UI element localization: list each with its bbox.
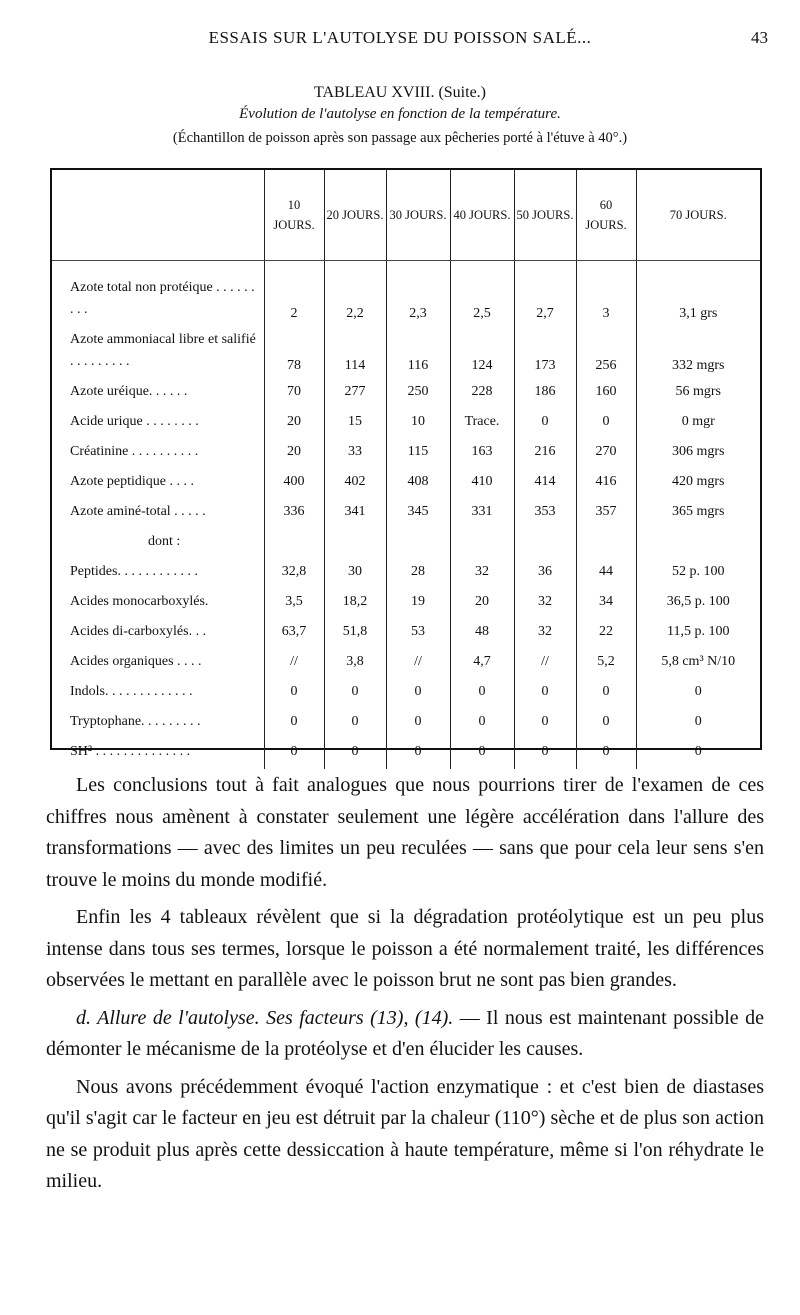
paragraph-text: — Il nous est maintenant possible de démonter le mécanisme de la protéolyse et d'en élucider les causes. bbox=[46, 1006, 764, 1060]
table-cell: 2,5 bbox=[450, 261, 514, 328]
row-label: Créatinine . . . . . . . . . . bbox=[70, 444, 199, 459]
table-cell: 0 bbox=[514, 739, 576, 769]
table-cell: 0 bbox=[514, 409, 576, 439]
table-cell: 163 bbox=[450, 439, 514, 469]
table-header-blank bbox=[52, 170, 264, 261]
column-header: 10 JOURS. bbox=[264, 170, 324, 261]
table-cell bbox=[264, 529, 324, 559]
table-cell bbox=[450, 529, 514, 559]
table-row bbox=[52, 649, 760, 679]
table-cell: 0 bbox=[386, 679, 450, 709]
table-cell: 18,2 bbox=[324, 589, 386, 619]
column-header: 30 JOURS. bbox=[386, 170, 450, 261]
table-body bbox=[52, 261, 760, 770]
table-cell: 0 bbox=[324, 709, 386, 739]
table-note: (Échantillon de poisson après son passage aux pêcheries porté à l'étuve à 40°.) bbox=[172, 130, 628, 146]
table-cell: 0 bbox=[264, 739, 324, 769]
table-cell: 78 bbox=[264, 327, 324, 379]
table-cell: 0 bbox=[324, 739, 386, 769]
table-cell: 357 bbox=[576, 499, 636, 529]
table-cell: 414 bbox=[514, 469, 576, 499]
table-cell bbox=[514, 529, 576, 559]
row-label: Azote peptidique . . . . bbox=[70, 474, 195, 489]
table-cell: // bbox=[514, 649, 576, 679]
table-cell: 3,5 bbox=[264, 589, 324, 619]
table-cell: 0 bbox=[264, 679, 324, 709]
column-header: 20 JOURS. bbox=[324, 170, 386, 261]
table-cell: 2 bbox=[264, 261, 324, 328]
column-header: 70 JOURS. bbox=[636, 170, 760, 261]
table-cell: 0 bbox=[264, 709, 324, 739]
table-cell bbox=[576, 529, 636, 559]
row-label: Acide urique . . . . . . . . bbox=[70, 414, 199, 429]
table-cell: 5,8 cm³ N/10 bbox=[636, 649, 760, 679]
table-cell: 52 p. 100 bbox=[636, 559, 760, 589]
data-table bbox=[52, 170, 760, 769]
table-cell: 114 bbox=[324, 327, 386, 379]
table-cell: 277 bbox=[324, 379, 386, 409]
row-label: Acides monocarboxylés. bbox=[70, 594, 209, 609]
table-row bbox=[52, 439, 760, 469]
page-number: 43 bbox=[751, 28, 768, 47]
table-cell: 70 bbox=[264, 379, 324, 409]
table-cell: // bbox=[264, 649, 324, 679]
table-cell: 0 bbox=[450, 679, 514, 709]
data-table-frame bbox=[50, 168, 762, 759]
table-cell: 2,7 bbox=[514, 261, 576, 328]
table-cell bbox=[636, 529, 760, 559]
row-label: Acides di-carboxylés. . . bbox=[70, 624, 207, 639]
table-header-row bbox=[52, 170, 760, 261]
running-head bbox=[0, 28, 800, 58]
table-cell: 0 bbox=[450, 709, 514, 739]
table-cell bbox=[324, 529, 386, 559]
table-cell: 3 bbox=[576, 261, 636, 328]
column-header: 40 JOURS. bbox=[450, 170, 514, 261]
table-cell: 4,7 bbox=[450, 649, 514, 679]
paragraph: Enfin les 4 tableaux révèlent que si la dégradation protéolytique est un peu plus intense dans tous ses termes, lorsque le poisson a été normalement traité, les différences observées le mettant en parallèle avec le poisson brut ne sont pas bien grandes. bbox=[46, 906, 764, 991]
table-cell: 44 bbox=[576, 559, 636, 589]
table-cell: 48 bbox=[450, 619, 514, 649]
running-title: ESSAIS SUR L'AUTOLYSE DU POISSON SALÉ... bbox=[208, 28, 592, 47]
row-label: Azote aminé-total . . . . . bbox=[70, 504, 206, 519]
table-cell: 0 bbox=[386, 709, 450, 739]
table-cell: 402 bbox=[324, 469, 386, 499]
table-cell: 36 bbox=[514, 559, 576, 589]
section-heading: d. Allure de l'autolyse. Ses facteurs (13), (14). bbox=[76, 1006, 454, 1029]
table-cell: 15 bbox=[324, 409, 386, 439]
table-cell: 0 bbox=[324, 679, 386, 709]
column-header: 60 JOURS. bbox=[576, 170, 636, 261]
table-cell: 28 bbox=[386, 559, 450, 589]
table-row bbox=[52, 739, 760, 769]
table-row bbox=[52, 709, 760, 739]
table-cell: 32 bbox=[514, 619, 576, 649]
table-cell: 3,8 bbox=[324, 649, 386, 679]
row-label: Azote ammoniacal libre et salifié . . . . . . . . . bbox=[70, 332, 256, 369]
table-cell: 332 mgrs bbox=[636, 327, 760, 379]
row-label: SH² . . . . . . . . . . . . . . bbox=[70, 744, 191, 759]
table-cell: 341 bbox=[324, 499, 386, 529]
paragraph: Les conclusions tout à fait analogues que nous pourrions tirer de l'examen de ces chiffres nous amènent à constater seulement une légère accélération dans l'allure des transformations — avec des limites un peu reculées — sans que pour cela leur sens s'en trouve le moins du monde modifié. bbox=[46, 774, 764, 891]
table-subtitle: Évolution de l'autolyse en fonction de la température. bbox=[239, 106, 561, 122]
table-cell: 10 bbox=[386, 409, 450, 439]
table-cell: 30 bbox=[324, 559, 386, 589]
row-label: Acides organiques . . . . bbox=[70, 654, 202, 669]
table-row bbox=[52, 619, 760, 649]
table-cell: 3,1 grs bbox=[636, 261, 760, 328]
table-row bbox=[52, 261, 760, 328]
table-cell: 256 bbox=[576, 327, 636, 379]
table-cell: 228 bbox=[450, 379, 514, 409]
table-cell: 36,5 p. 100 bbox=[636, 589, 760, 619]
table-cell: 0 bbox=[576, 409, 636, 439]
table-cell: 345 bbox=[386, 499, 450, 529]
table-cell: 63,7 bbox=[264, 619, 324, 649]
table-cell: 22 bbox=[576, 619, 636, 649]
row-label: Azote total non protéique . . . . . . . . . bbox=[70, 280, 255, 317]
table-cell: 56 mgrs bbox=[636, 379, 760, 409]
table-cell: 51,8 bbox=[324, 619, 386, 649]
table-cell: 216 bbox=[514, 439, 576, 469]
table-cell: 365 mgrs bbox=[636, 499, 760, 529]
table-cell: 32,8 bbox=[264, 559, 324, 589]
table-cell: 270 bbox=[576, 439, 636, 469]
table-cell: 408 bbox=[386, 469, 450, 499]
table-row bbox=[52, 499, 760, 529]
table-cell: 32 bbox=[450, 559, 514, 589]
row-label: Peptides. . . . . . . . . . . . bbox=[70, 564, 198, 579]
table-cell: 336 bbox=[264, 499, 324, 529]
table-cell: 160 bbox=[576, 379, 636, 409]
table-cell: 420 mgrs bbox=[636, 469, 760, 499]
table-cell: 0 bbox=[636, 709, 760, 739]
row-label: dont : bbox=[148, 534, 181, 549]
table-cell: 0 bbox=[636, 739, 760, 769]
table-cell bbox=[386, 529, 450, 559]
table-cell: 0 bbox=[576, 739, 636, 769]
row-label: Tryptophane. . . . . . . . . bbox=[70, 714, 201, 729]
table-cell: 2,3 bbox=[386, 261, 450, 328]
table-caption: TABLEAU XVIII. (Suite.) bbox=[313, 84, 486, 101]
paragraph bbox=[46, 1003, 764, 1066]
table-cell: 0 mgr bbox=[636, 409, 760, 439]
table-cell: 0 bbox=[450, 739, 514, 769]
table-cell: 0 bbox=[576, 709, 636, 739]
table-cell: 0 bbox=[514, 679, 576, 709]
table-row bbox=[52, 409, 760, 439]
table-cell: 173 bbox=[514, 327, 576, 379]
table-cell: 19 bbox=[386, 589, 450, 619]
table-row bbox=[52, 327, 760, 379]
table-cell: 20 bbox=[264, 409, 324, 439]
table-cell: 416 bbox=[576, 469, 636, 499]
table-cell: 34 bbox=[576, 589, 636, 619]
table-cell: 0 bbox=[576, 679, 636, 709]
table-cell: Trace. bbox=[450, 409, 514, 439]
table-cell: 5,2 bbox=[576, 649, 636, 679]
table-row bbox=[52, 469, 760, 499]
row-label: Indols. . . . . . . . . . . . . bbox=[70, 684, 193, 699]
table-cell: 116 bbox=[386, 327, 450, 379]
table-cell: 0 bbox=[386, 739, 450, 769]
table-cell: 115 bbox=[386, 439, 450, 469]
table-cell: 0 bbox=[636, 679, 760, 709]
table-cell: 410 bbox=[450, 469, 514, 499]
table-cell: 11,5 p. 100 bbox=[636, 619, 760, 649]
table-row bbox=[52, 559, 760, 589]
table-row bbox=[52, 529, 760, 559]
table-row bbox=[52, 589, 760, 619]
table-cell: 353 bbox=[514, 499, 576, 529]
paragraph: Nous avons précédemment évoqué l'action enzymatique : et c'est bien de diastases qu'il s'agit car le facteur en jeu est détruit par la chaleur (110°) sèche et de plus son action ne se produit plus après cette dessiccation à haute température, même si l'on réhydrate le milieu. bbox=[46, 1075, 764, 1192]
table-cell: 20 bbox=[450, 589, 514, 619]
table-row bbox=[52, 679, 760, 709]
table-cell: 53 bbox=[386, 619, 450, 649]
table-cell: 20 bbox=[264, 439, 324, 469]
table-cell: 124 bbox=[450, 327, 514, 379]
table-row bbox=[52, 379, 760, 409]
table-cell: 2,2 bbox=[324, 261, 386, 328]
table-cell: 186 bbox=[514, 379, 576, 409]
body-text bbox=[46, 770, 764, 1198]
column-header: 50 JOURS. bbox=[514, 170, 576, 261]
table-cell: 33 bbox=[324, 439, 386, 469]
table-cell: 306 mgrs bbox=[636, 439, 760, 469]
table-cell: 331 bbox=[450, 499, 514, 529]
table-cell: 250 bbox=[386, 379, 450, 409]
table-cell: // bbox=[386, 649, 450, 679]
row-label: Azote uréique. . . . . . bbox=[70, 384, 188, 399]
table-cell: 400 bbox=[264, 469, 324, 499]
table-cell: 0 bbox=[514, 709, 576, 739]
table-cell: 32 bbox=[514, 589, 576, 619]
